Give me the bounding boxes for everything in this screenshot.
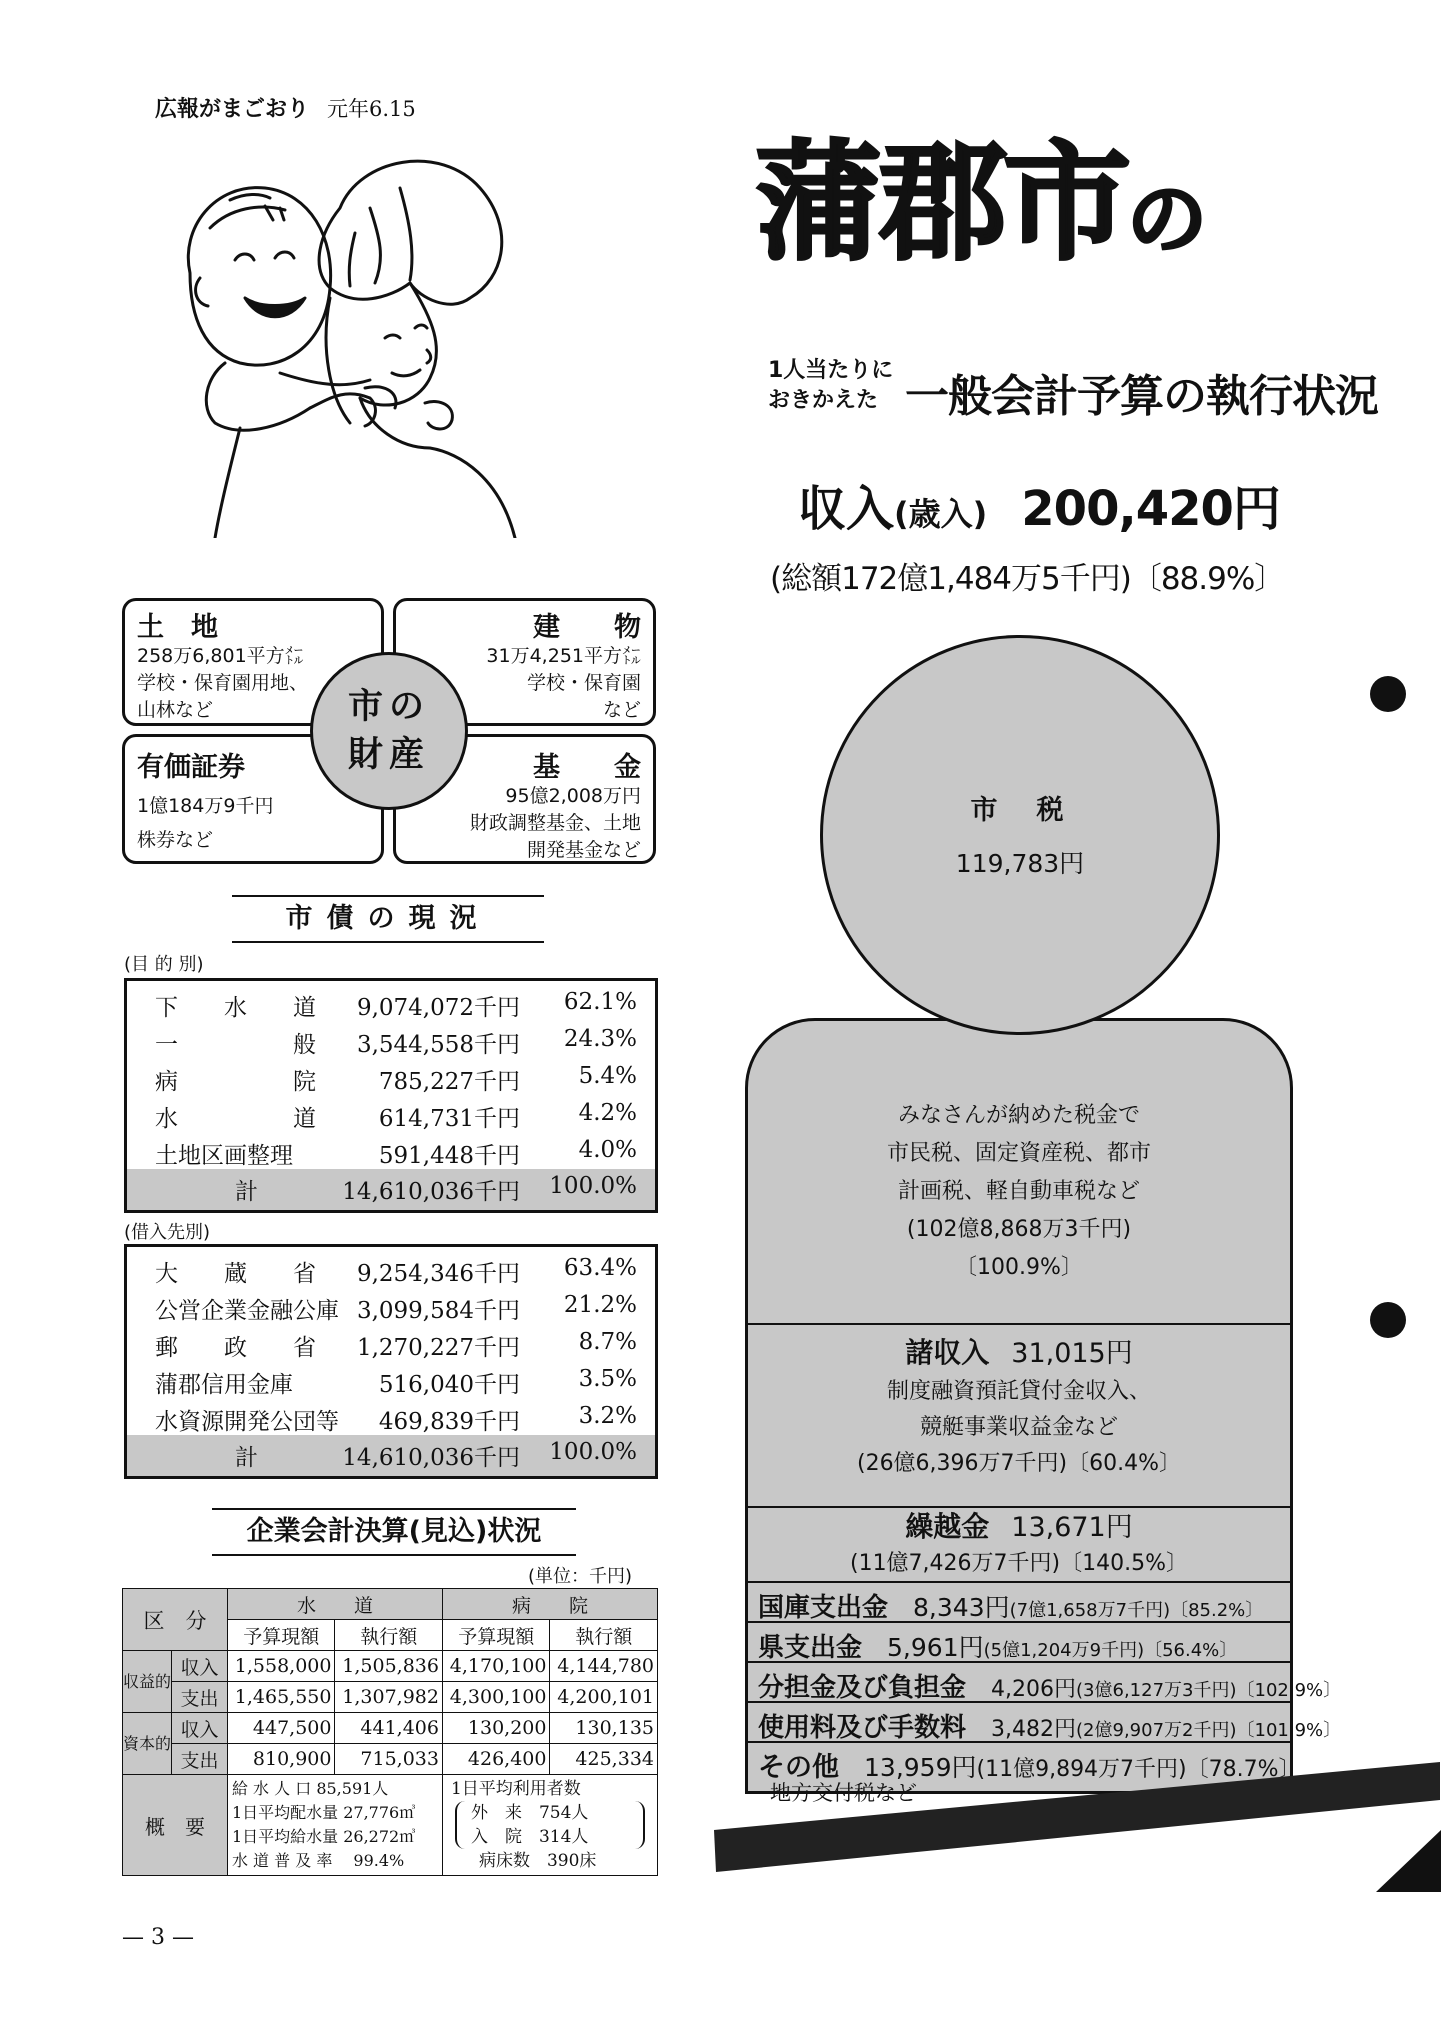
- misc-income-section: 諸収入 31,015円 制度融資預託貸付金収入、 競艇事業収益金など (26億6,396万7千円)〔60.4%〕: [748, 1325, 1290, 1508]
- table-row: 支出 810,900 715,033 426,400 425,334: [123, 1744, 658, 1775]
- debt-by-lender-label: (借入先別): [124, 1222, 211, 1243]
- carryover-section: 繰越金 13,671円 (11億7,426万7千円)〔140.5%〕: [748, 1508, 1290, 1583]
- property-building-box: 建 物 31万4,251平方㍍ 学校・保育園 など: [393, 598, 656, 726]
- enterprise-section-title: 企業会計決算(見込)状況: [212, 1508, 576, 1556]
- debt-section-title: 市債の現況: [232, 895, 544, 943]
- table-row: 概 要 給 水 人 口 85,591人 1日平均配水量 27,776㎥ 1日平均給水量 26,272㎥ 水 道 普 及 率 99.4% 1日平均利用者数 外 来 754人 入 院 314人 病床数 390床: [123, 1775, 658, 1876]
- property-securities-box: 有価証券 1億184万9千円 株券など: [122, 734, 384, 864]
- issue-date: 元年6.15: [327, 97, 416, 121]
- decorative-triangle: [1376, 1830, 1441, 1892]
- table-row: 公営企業金融公庫 3,099,584千円 21.2%: [155, 1292, 637, 1324]
- debt-by-purpose-label: (目 的 別): [124, 954, 204, 975]
- table-total-row: 計 14,610,036千円 100.0%: [127, 1435, 655, 1476]
- table-row: 大 蔵 省 9,254,346千円 63.4%: [155, 1255, 637, 1287]
- publication-header: [155, 92, 416, 123]
- tax-description: みなさんが納めた税金で 市民税、固定資産税、都市 計画税、軽自動車税など (102億8,868万3千円) 〔100.9%〕: [748, 1071, 1290, 1325]
- table-row: 一 般 3,544,558千円 24.3%: [155, 1026, 637, 1058]
- enterprise-table: 区 分 水 道 病 院 予算現額 執行額 予算現額 執行額 収益的 収入 1,558,000 1,505,836 4,170,100 4,144,780 支出 1,465,550 1,307,982 4,300,100 4,200,101 資本的 収入 447,500 441,406 130,200 130,135 支出 810,900 715,033 426,400 425,334 概 要 給 水 人 口 85,591人 1日平均配水量 27,776㎥ 1日平均給水量 26,272㎥ 水 道 普 及 率 99.4% 1日平均利用者数 外 来 754人 入 院 314人 病床数 390床: [122, 1588, 658, 1876]
- enterprise-unit-label: (単位：千円): [528, 1566, 633, 1587]
- property-fund-box: 基 金 95億2,008万円 財政調整基金、土地 開発基金など: [393, 734, 656, 864]
- revenue-item-contributions: 分担金及び負担金 4,206円(3億6,127万3千円)〔102.9%〕: [748, 1663, 1290, 1703]
- revenue-other-desc: 地方交付税など: [770, 1781, 917, 1805]
- decorative-slant-bar: [712, 1760, 1441, 1880]
- revenue-item-national: 国庫支出金 8,343円(7億1,658万7千円)〔85.2%〕: [748, 1583, 1290, 1623]
- revenue-body-figure: [745, 1018, 1342, 1805]
- income-total: (総額172億1,484万5千円)〔88.9%〕: [770, 561, 1285, 597]
- debt-by-purpose-table: [124, 978, 658, 1213]
- table-total-row: 計 14,610,036千円 100.0%: [127, 1169, 655, 1210]
- binder-hole-dot: [1370, 676, 1406, 712]
- table-row: 水 道 614,731千円 4.2%: [155, 1100, 637, 1132]
- table-row: 土地区画整理 591,448千円 4.0%: [155, 1137, 637, 1169]
- city-property-circle: 市の 財産: [310, 652, 468, 810]
- revenue-head-circle: 市 税 119,783円: [820, 635, 1220, 1035]
- publication-name: 広報がまごおり: [155, 97, 310, 122]
- mother-child-illustration: [170, 148, 550, 538]
- table-row: 蒲郡信用金庫 516,040千円 3.5%: [155, 1366, 637, 1398]
- table-row: 下 水 道 9,074,072千円 62.1%: [155, 989, 637, 1021]
- subtitle-per-person: 1人当たりに おきかえた: [768, 358, 894, 413]
- binder-hole-dot: [1370, 1302, 1406, 1338]
- debt-by-lender-table: [124, 1244, 658, 1479]
- subtitle-main: 一般会計予算の執行状況: [905, 371, 1378, 422]
- income-heading: 収入(歳入) 200,420円: [798, 481, 1280, 537]
- table-row: 水資源開発公団等 469,839千円 3.2%: [155, 1403, 637, 1435]
- revenue-item-other: その他 13,959円(11億9,894万7千円)〔78.7%〕: [758, 1752, 1301, 1783]
- page-number: — 3 —: [122, 1925, 194, 1950]
- table-row: 郵 政 省 1,270,227千円 8.7%: [155, 1329, 637, 1361]
- revenue-item-prefecture: 県支出金 5,961円(5億1,204万9千円)〔56.4%〕: [748, 1623, 1290, 1663]
- table-row: 収益的 収入 1,558,000 1,505,836 4,170,100 4,144,780: [123, 1651, 658, 1682]
- revenue-item-fees: 使用料及び手数料 3,482円(2億9,907万2千円)〔101.9%〕: [748, 1703, 1290, 1743]
- table-row: 資本的 収入 447,500 441,406 130,200 130,135: [123, 1713, 658, 1744]
- page-title: 蒲郡市の: [755, 129, 1208, 278]
- table-row: 病 院 785,227千円 5.4%: [155, 1063, 637, 1095]
- table-row: 支出 1,465,550 1,307,982 4,300,100 4,200,101: [123, 1682, 658, 1713]
- property-land-box: 土 地 258万6,801平方㍍ 学校・保育園用地、 山林など: [122, 598, 384, 726]
